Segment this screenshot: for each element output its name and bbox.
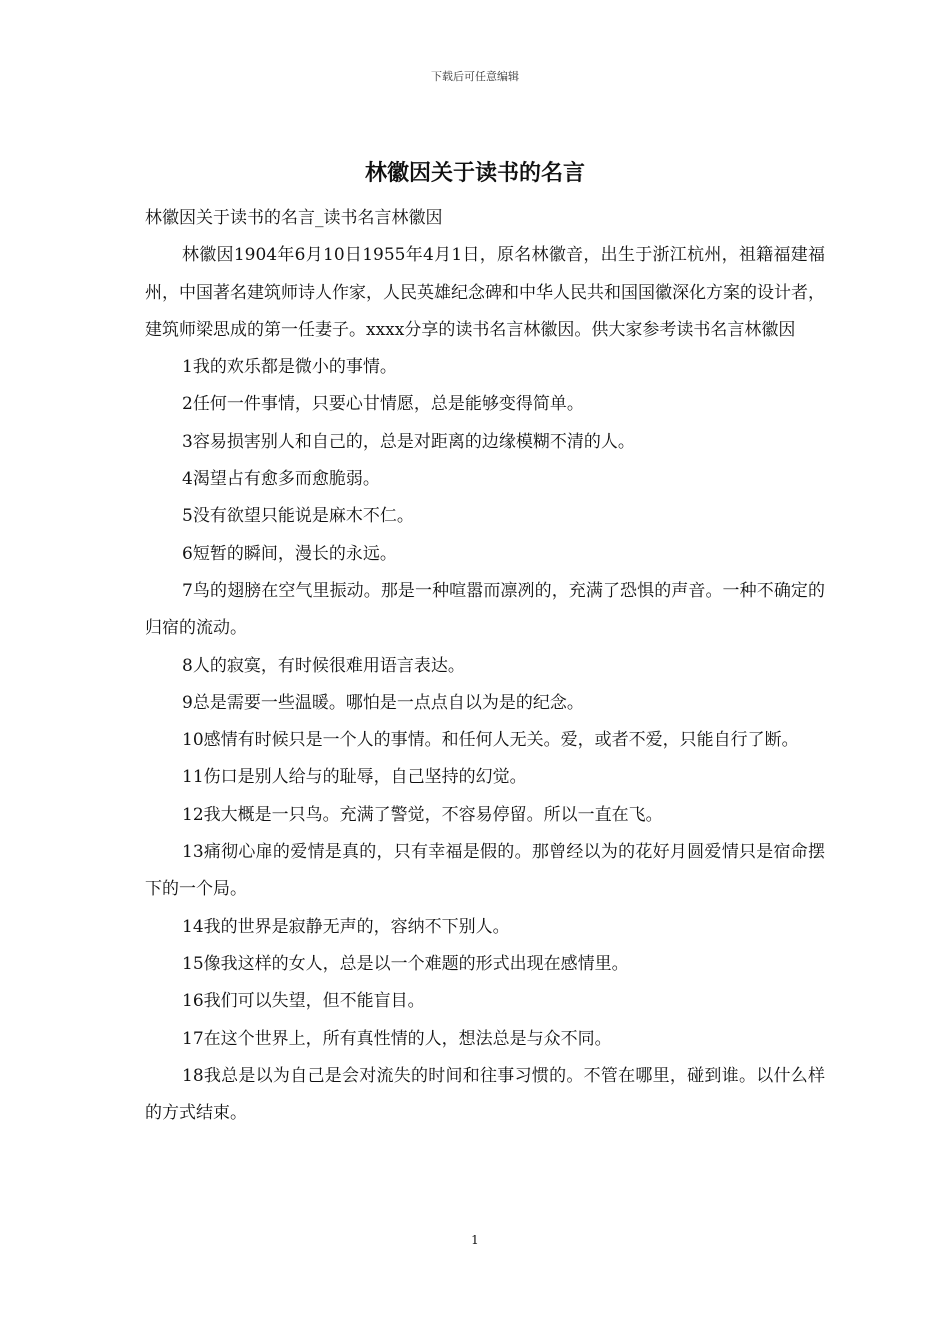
quote-item: 11伤口是别人给与的耻辱，自己坚持的幻觉。 — [182, 767, 527, 788]
quote-item: 2任何一件事情，只要心甘情愿，总是能够变得简单。 — [182, 394, 584, 415]
quote-item: 16我们可以失望，但不能盲目。 — [182, 991, 425, 1012]
subtitle: 林徽因关于读书的名言_读书名言林徽因 — [145, 208, 443, 228]
quote-item: 3容易损害别人和自己的，总是对距离的边缘模糊不清的人。 — [182, 431, 635, 452]
quote-item: 6短暂的瞬间，漫长的永远。 — [182, 543, 397, 564]
quote-item: 17在这个世界上，所有真性情的人，想法总是与众不同。 — [182, 1028, 612, 1049]
quote-item: 13痛彻心扉的爱情是真的，只有幸福是假的。那曾经以为的花好月圆爱情只是宿命摆下的一个局。 — [145, 842, 825, 900]
quote-item: 9总是需要一些温暖。哪怕是一点点自以为是的纪念。 — [182, 692, 584, 713]
quote-item: 7鸟的翅膀在空气里振动。那是一种喧嚣而凛冽的，充满了恐惧的声音。一种不确定的归宿的流动。 — [145, 580, 825, 639]
quote-item: 4渴望占有愈多而愈脆弱。 — [182, 469, 380, 490]
quote-item: 14我的世界是寂静无声的，容纳不下别人。 — [182, 916, 510, 937]
quote-item: 15像我这样的女人，总是以一个难题的形式出现在感情里。 — [182, 953, 629, 974]
quote-item: 12我大概是一只鸟。充满了警觉，不容易停留。所以一直在飞。 — [182, 804, 663, 825]
quote-item: 10感情有时候只是一个人的事情。和任何人无关。爱，或者不爱，只能自行了断。 — [182, 730, 799, 751]
page-number: 1 — [471, 1233, 479, 1247]
intro-paragraph: 林徽因1904年6月10日1955年4月1日，原名林徽音，出生于浙江杭州，祖籍福建福州，中国著名建筑师诗人作家，人民英雄纪念碑和中华人民共和国国徽深化方案的设计者，建筑师梁思成的第一任妻子。xxxx分享的读书名言林徽因。供大家参考读书名言林徽因 — [145, 245, 825, 340]
document-body — [145, 200, 825, 1132]
quote-item: 8人的寂寞，有时候很难用语言表达。 — [182, 655, 465, 676]
quote-item: 1我的欢乐都是微小的事情。 — [182, 357, 397, 378]
quote-list — [145, 349, 825, 1132]
quote-item: 18我总是以为自己是会对流失的时间和往事习惯的。不管在哪里，碰到谁。以什么样的方式结束。 — [145, 1065, 825, 1124]
quote-item: 5没有欲望只能说是麻木不仁。 — [182, 506, 414, 527]
document-title: 林徽因关于读书的名言 — [364, 160, 585, 186]
page-header-note: 下载后可任意编辑 — [431, 70, 519, 83]
